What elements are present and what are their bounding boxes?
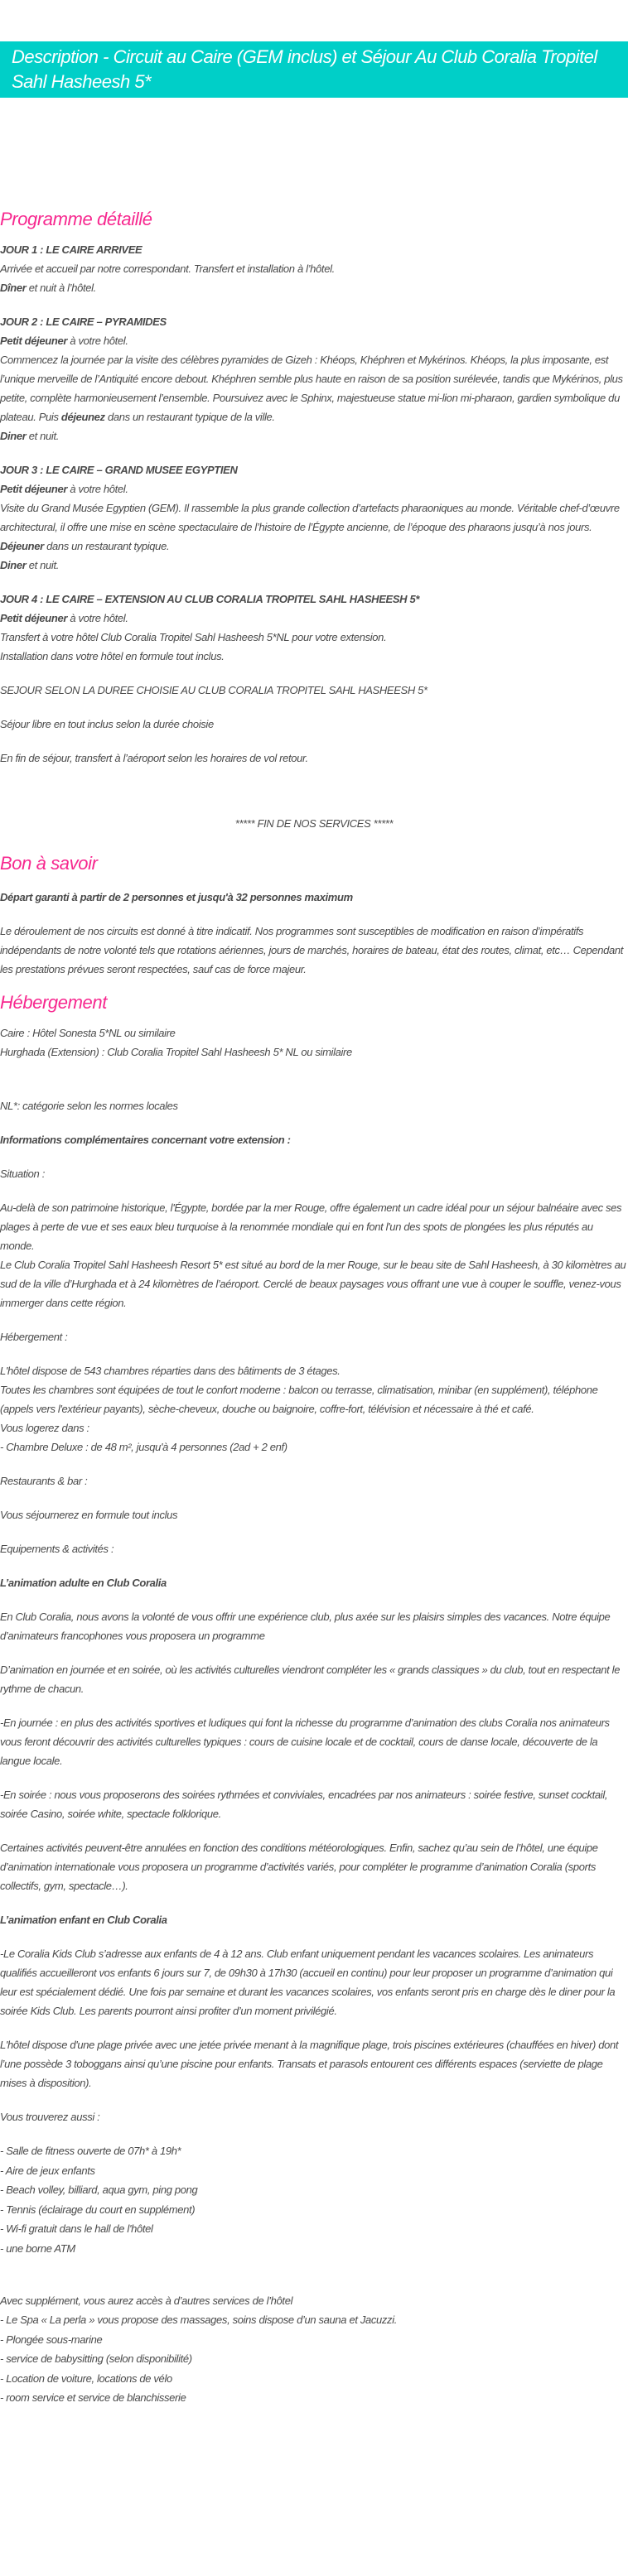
day-line: Petit déjeuner à votre hôtel. — [0, 335, 128, 347]
programme-section — [0, 207, 628, 833]
depart-garanti: Départ garanti à partir de 2 personnes et jusqu'à 32 personnes maximum — [0, 891, 353, 903]
day-line: Transfert à votre hôtel Club Coralia Tropitel Sahl Hasheesh 5*NL pour votre extension. — [0, 631, 387, 643]
anim-adulte-1: En Club Coralia, nous avons la volonté de vous offrir une expérience club, plus axée sur les plaisirs simples des vacances. Notre équipe d’animateurs francophones vous proposera un programme — [0, 1611, 611, 1642]
day-title: JOUR 1 : LE CAIRE ARRIVEE — [0, 243, 143, 256]
sejour-title: SEJOUR SELON LA DUREE CHOISIE AU CLUB CORALIA TROPITEL SAHL HASHEESH 5* — [0, 684, 428, 696]
list-item: - Tennis (éclairage du court en supplément) — [0, 2203, 196, 2216]
restaurants-text: Vous séjournerez en formule tout inclus — [0, 1509, 178, 1521]
anim-adulte-4: -En soirée : nous vous proposerons des soirées rythmées et conviviales, encadrées par nos animateurs : soirée festive, sunset cocktail, soirée Casino, soirée white, spectacle folklorique. — [0, 1789, 608, 1820]
disclaimer: Le déroulement de nos circuits est donné à titre indicatif. Nos programmes sont susceptibles de modification en raison d’impératifs indépendants de notre volonté tels que rotations aériennes, jours de marchés, horaires de bateau, état des routes, climat, etc… Cependant les prestations prévues seront respectées, sauf cas de force majeur. — [0, 925, 624, 975]
day-4 — [0, 590, 628, 666]
day-line: Déjeuner dans un restaurant typique. — [0, 540, 170, 552]
list-item: - Wi-fi gratuit dans le hall de l'hôtel — [0, 2222, 153, 2235]
anim-enfant-title: L’animation enfant en Club Coralia — [0, 1914, 167, 1926]
page-title: Description - Circuit au Caire (GEM inclus) et Séjour Au Club Coralia Tropitel Sahl Hasheesh 5* — [12, 46, 597, 92]
supplement-label: Avec supplément, vous aurez accès à d’autres services de l’hôtel — [0, 2294, 293, 2307]
sejour-text: Séjour libre en tout inclus selon la durée choisie — [0, 718, 214, 730]
rooms-4: - Chambre Deluxe : de 48 m², jusqu'à 4 personnes (2ad + 2 enf) — [0, 1441, 287, 1453]
hebergement-section — [0, 990, 628, 2408]
fin-text: En fin de séjour, transfert à l’aéroport selon les horaires de vol retour. — [0, 752, 308, 764]
anim-adulte-title: L’animation adulte en Club Coralia — [0, 1577, 167, 1589]
end-marker: ***** FIN DE NOS SERVICES ***** — [234, 817, 394, 830]
rooms-3: Vous logerez dans : — [0, 1422, 89, 1434]
hotel-hurghada: Hurghada (Extension) : Club Coralia Tropitel Sahl Hasheesh 5* NL ou similaire — [0, 1046, 352, 1058]
day-line: Commencez la journée par la visite des célèbres pyramides de Gizeh : Khéops, Khéphren et Mykérinos. Khéops, la plus imposante, est l’unique merveille de l’Antiquité encore debout. Khéphren semble plus haute en raison de sa position surélevée, tandis que Mykérinos, plus petite, complète harmonieusement l’ensemble. Poursuivez avec le Sphinx, majestueuse statue mi-lion mi-pharaon, gardien symbolique du plateau. Puis déjeunez dans un restaurant typique de la ville. — [0, 354, 623, 423]
situation-text-2: Le Club Coralia Tropitel Sahl Hasheesh Resort 5* est situé au bord de la mer Rouge, sur le beau site de Sahl Hasheesh, à 30 kilomètres au sud de la ville d’Hurghada et à 24 kilomètres de l’aéroport. Cerclé de beaux paysages vous offrant une vue à couper le souffle, venez-vous immerger dans cette région. — [0, 1259, 626, 1309]
day-line: Diner et nuit. — [0, 430, 59, 442]
bon-a-savoir-section — [0, 851, 628, 979]
day-line: Petit déjeuner à votre hôtel. — [0, 612, 128, 624]
day-line: Petit déjeuner à votre hôtel. — [0, 483, 128, 495]
aussi-label: Vous trouverez aussi : — [0, 2111, 100, 2123]
situation-label: Situation : — [0, 1168, 45, 1180]
hotel-caire: Caire : Hôtel Sonesta 5*NL ou similaire — [0, 1027, 176, 1039]
day-title: JOUR 4 : LE CAIRE – EXTENSION AU CLUB CORALIA TROPITEL SAHL HASHEESH 5* — [0, 593, 420, 605]
list-item: - service de babysitting (selon disponibilité) — [0, 2352, 192, 2365]
info-title: Informations complémentaires concernant votre extension : — [0, 1134, 291, 1146]
situation-text-1: Au-delà de son patrimoine historique, l'Égypte, bordée par la mer Rouge, offre également un cadre idéal pour un séjour balnéaire avec ses plages à perte de vue et ses eaux bleu turquoise à la renommée mondiale qui en font l'un des spots de plongées les plus réputés au monde. — [0, 1201, 622, 1252]
list-item: - Le Spa « La perla » vous propose des massages, soins dispose d’un sauna et Jacuzzi. — [0, 2314, 398, 2326]
anim-enfant-1: -Le Coralia Kids Club s’adresse aux enfants de 4 à 12 ans. Club enfant uniquement pendant les vacances scolaires. Les animateurs qualifiés accueilleront vos enfants 6 jours sur 7, de 09h30 à 17h30 (accueil en continu) pour leur proposer un programme d’animation qui leur est spécialement dédié. Une fois par semaine et durant les vacances scolaires, vos enfants seront pris en charge dès le diner pour la soirée Kids Club. Les parents pourront ainsi profiter d’un moment privilégié. — [0, 1948, 616, 2017]
list-item: - Plongée sous-marine — [0, 2333, 103, 2346]
day-2 — [0, 312, 628, 445]
restaurants-label: Restaurants & bar : — [0, 1475, 88, 1487]
day-line: Arrivée et accueil par notre correspondant. Transfert et installation à l’hôtel. — [0, 262, 335, 275]
anim-adulte-2: D’animation en journée et en soirée, où les activités culturelles viendront compléter les « grands classiques » du club, tout en respectant le rythme de chacun. — [0, 1664, 621, 1695]
aussi-list — [0, 2141, 628, 2258]
content — [0, 207, 628, 2408]
day-line: Dîner et nuit à l’hôtel. — [0, 282, 96, 294]
day-title: JOUR 3 : LE CAIRE – GRAND MUSEE EGYPTIEN — [0, 464, 238, 476]
equipements-label: Equipements & activités : — [0, 1543, 114, 1555]
day-3 — [0, 460, 628, 575]
anim-adulte-5: Certaines activités peuvent-être annulées en fonction des conditions météorologiques. Enfin, sachez qu’au sein de l’hôtel, une équipe d’animation internationale vous proposera un programme d’activités variés, pour compléter le programme d’animation Coralia (sports collectifs, gym, spectacle…). — [0, 1842, 598, 1892]
rooms-2: Toutes les chambres sont équipées de tout le confort moderne : balcon ou terrasse, climatisation, minibar (en supplément), téléphone (appels vers l'extérieur payants), sèche-cheveux, douche ou baignoire, coffre-fort, télévision et nécessaire à thé et café. — [0, 1384, 598, 1415]
title-band — [0, 41, 628, 98]
list-item: - une borne ATM — [0, 2241, 75, 2255]
list-item: - room service et service de blanchisserie — [0, 2391, 186, 2404]
hebergement-heading: Hébergement — [0, 992, 107, 1013]
nl-note: NL*: catégorie selon les normes locales — [0, 1100, 178, 1112]
day-line: Installation dans votre hôtel en formule tout inclus. — [0, 650, 225, 662]
bon-a-savoir-heading: Bon à savoir — [0, 853, 98, 874]
list-item: - Beach volley, billiard, aqua gym, ping pong — [0, 2184, 198, 2196]
plage-text: L'hôtel dispose d'une plage privée avec une jetée privée menant à la magnifique plage, trois piscines extérieures (chauffées en hiver) dont l’une possède 3 toboggans ainsi qu’une piscine pour enfants. Transats et parasols entourent ces différents espaces (serviette de plage mises à disposition). — [0, 2039, 619, 2089]
anim-adulte-3: -En journée : en plus des activités sportives et ludiques qui font la richesse du programme d’animation des clubs Coralia nos animateurs vous feront découvrir des activités culturelles typiques : cours de cuisine locale et de cocktail, cours de danse locale, découverte de la langue locale. — [0, 1717, 610, 1767]
programme-heading: Programme détaillé — [0, 209, 152, 229]
day-1 — [0, 240, 628, 297]
list-item: - Salle de fitness ouverte de 07h* à 19h* — [0, 2145, 181, 2157]
day-line: Diner et nuit. — [0, 559, 59, 571]
list-item: - Location de voiture, locations de vélo — [0, 2371, 172, 2385]
list-item: - Aire de jeux enfants — [0, 2164, 95, 2177]
day-title: JOUR 2 : LE CAIRE – PYRAMIDES — [0, 315, 167, 328]
hebergement-label: Hébergement : — [0, 1331, 68, 1343]
supplement-list — [0, 2310, 628, 2408]
rooms-1: L'hôtel dispose de 543 chambres réparties dans des bâtiments de 3 étages. — [0, 1365, 341, 1377]
day-line: Visite du Grand Musée Egyptien (GEM). Il rassemble la plus grande collection d’artefacts pharaoniques au monde. Véritable chef-d’œuvre architectural, il offre une mise en scène spectaculaire de l’histoire de l’Égypte ancienne, de l’époque des pharaons jusqu’à nos jours. — [0, 502, 620, 533]
